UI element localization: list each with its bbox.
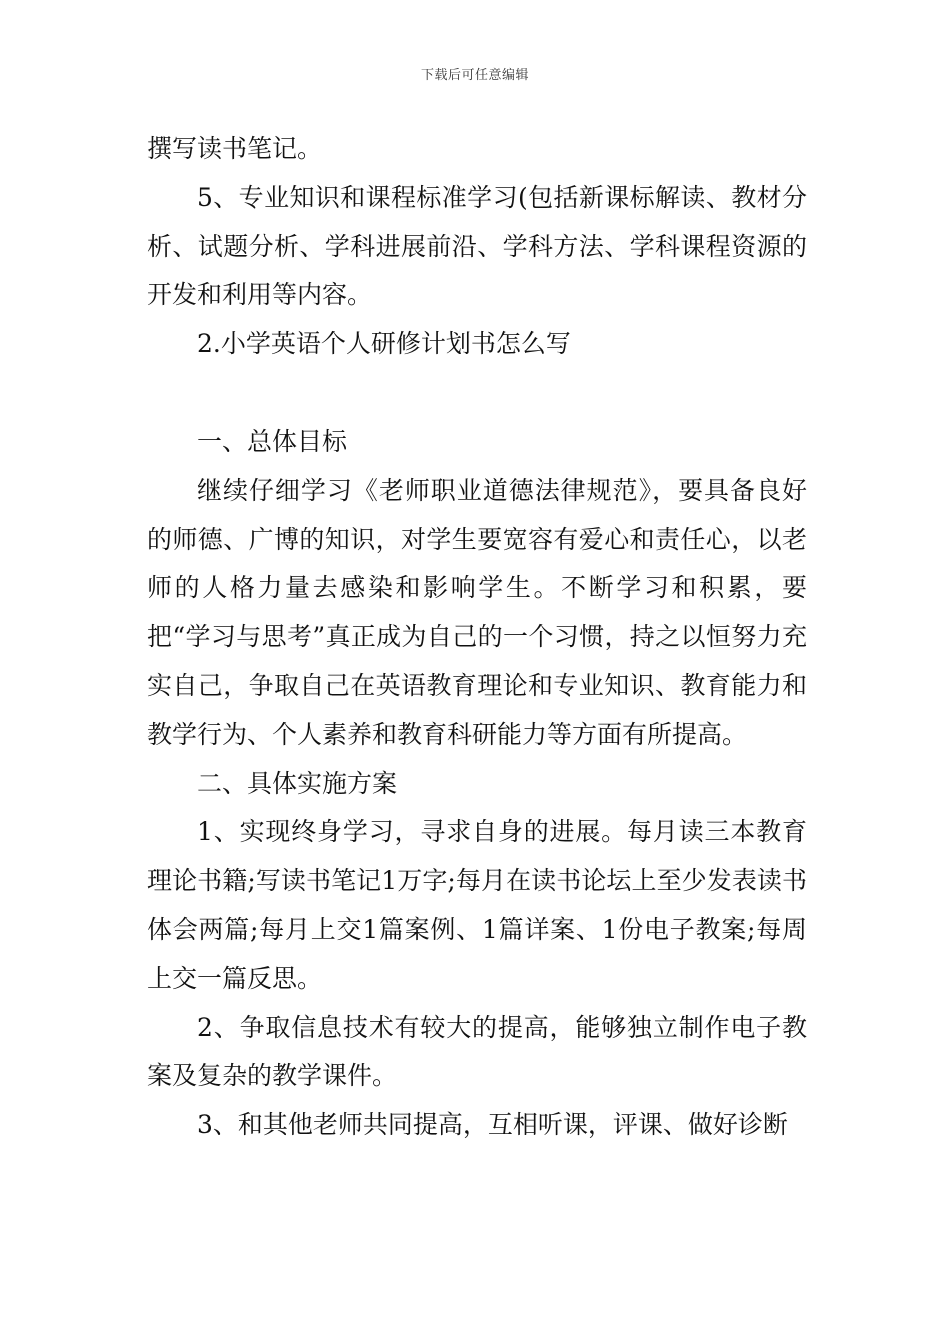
paragraph-item-1-lifelong-learning: 1、实现终身学习，寻求自身的进展。每月读三本教育理论书籍;写读书笔记1万字;每月在读书论坛上至少发表读书体会两篇;每月上交1篇案例、1篇详案、1份电子教案;每周上交一篇反思。: [147, 817, 807, 993]
section-heading-plan: 2.小学英语个人研修计划书怎么写: [197, 329, 571, 359]
page-header-note: 下载后可任意编辑: [420, 68, 529, 83]
document-body: [147, 125, 807, 1150]
paragraph-item-5-professional-knowledge: 5、专业知识和课程标准学习(包括新课标解读、教材分析、试题分析、学科进展前沿、学科方法、学科课程资源的开发和利用等内容。: [147, 182, 807, 310]
paragraph-overall-goal: 继续仔细学习《老师职业道德法律规范》，要具备良好的师德、广博的知识，对学生要宽容有爱心和责任心，以老师的人格力量去感染和影响学生。不断学习和积累，要把“学习与思考”真正成为自己的一个习惯，持之以恒努力充实自己，争取自己在英语教育理论和专业知识、教育能力和教学行为、个人素养和教育科研能力等方面有所提高。: [147, 475, 807, 749]
heading-overall-goal: 一、总体目标: [197, 426, 348, 456]
paragraph-item-3-peer-collaboration: 3、和其他老师共同提高，互相听课，评课、做好诊断: [197, 1110, 788, 1140]
paragraph-item-2-it-skills: 2、争取信息技术有较大的提高，能够独立制作电子教案及复杂的教学课件。: [147, 1012, 807, 1091]
heading-implementation-plan: 二、具体实施方案: [197, 768, 398, 798]
paragraph-reading-notes: 撰写读书笔记。: [147, 134, 323, 163]
blank-line: [147, 369, 807, 418]
